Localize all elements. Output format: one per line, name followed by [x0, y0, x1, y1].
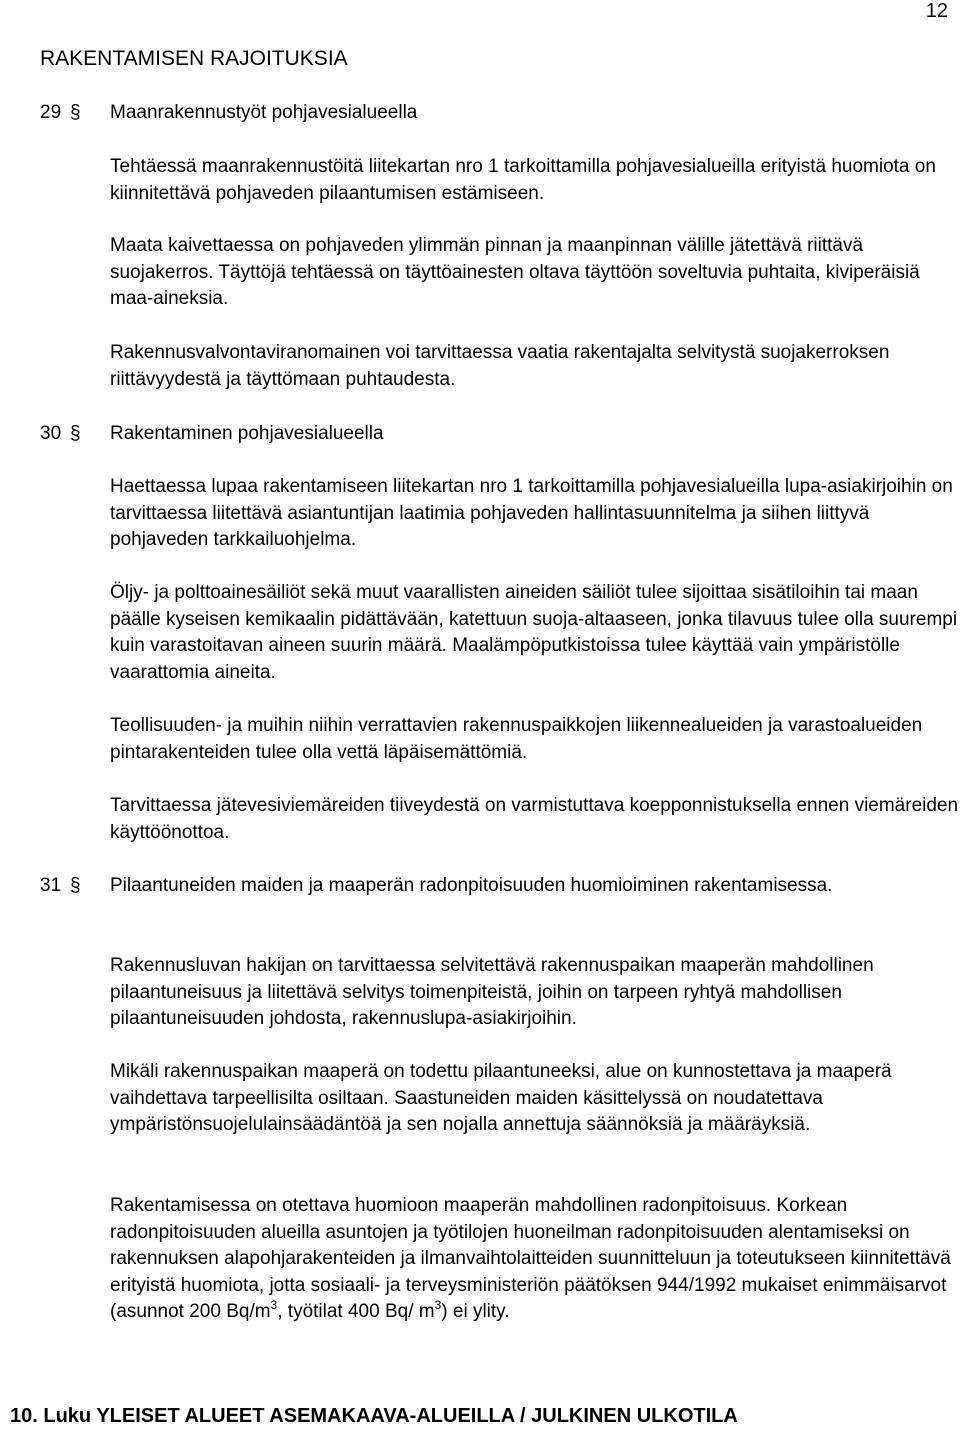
section-title-31: Pilaantuneiden maiden ja maaperän radonpitoisuuden huomioiminen rakentamisessa.: [110, 875, 833, 896]
section-number-29: 29: [40, 102, 62, 123]
section-sign: §: [70, 875, 81, 896]
radon-text: Rakentamisessa on otettava huomioon maaperän mahdollinen radonpitoisuus. Korkean radonpitoisuuden alueilla asuntojen ja työtilojen huoneilman radonpitoisuuden alentamiseksi on rakennuksen alapohjarakenteiden ja ilmanvaihtolaitteiden suunnitteluun ja toteutukseen kiinnitettävä erityistä huomiota, jotta sosiaali- ja terveysministeriön päätöksen 944/1992 mukaiset enimmäisarvot (asunnot 200 Bq/m: [110, 1195, 951, 1322]
paragraph: Teollisuuden- ja muihin niihin verrattavien rakennuspaikkojen liikennealueiden ja varastoalueiden pintarakenteiden tulee olla vettä läpäisemättömiä.: [110, 715, 923, 763]
page-footer: 10. Luku YLEISET ALUEET ASEMAKAAVA-ALUEILLA / JULKINEN ULKOTILA: [10, 1405, 738, 1427]
chapter-title: RAKENTAMISEN RAJOITUKSIA: [40, 47, 348, 70]
radon-text: ) ei ylity.: [441, 1301, 510, 1322]
paragraph: Öljy- ja polttoainesäiliöt sekä muut vaarallisten aineiden säiliöt tulee sijoittaa sisätiloihin tai maan päälle kyseisen kemikaalin pidättävään, katettuun suoja-altaaseen, jonka tilavuus tulee olla suurempi kuin varastoitavan aineen suurin määrä. Maalämpöputkistoissa tulee käyttää vain ympäristölle vaarattomia aineita.: [110, 582, 958, 683]
paragraph: Rakennusluvan hakijan on tarvittaessa selvitettävä rakennuspaikan maaperän mahdollinen pilaantuneisuus ja liitettävä selvitys toimenpiteistä, joihin on tarpeen ryhtyä mahdollisen pilaantuneisuuden johdosta, rakennuslupa-asiakirjoihin.: [110, 955, 874, 1029]
page-number: 12: [925, 0, 948, 22]
paragraph: Rakennusvalvontaviranomainen voi tarvittaessa vaatia rakentajalta selvitystä suojakerroksen riittävyydestä ja täyttömaan puhtaudesta.: [110, 342, 890, 390]
paragraph: Tehtäessä maanrakennustöitä liitekartan nro 1 tarkoittamilla pohjavesialueilla erityistä huomiota on kiinnitettävä pohjaveden pilaantumisen estämiseen.: [110, 156, 936, 204]
radon-text: , työtilat 400 Bq/ m: [277, 1301, 435, 1322]
superscript: 3: [270, 1298, 278, 1312]
section-title-30: Rakentaminen pohjavesialueella: [110, 423, 384, 444]
superscript: 3: [434, 1298, 442, 1312]
section-title-29: Maanrakennustyöt pohjavesialueella: [110, 102, 418, 123]
section-sign: §: [70, 102, 81, 123]
paragraph-radon: [110, 1193, 960, 1326]
paragraph: Maata kaivettaessa on pohjaveden ylimmän pinnan ja maanpinnan välille jätettävä riittävä suojakerros. Täyttöjä tehtäessä on täyttöainesten oltava täyttöön soveltuvia puhtaita, kiviperäisiä maa-aineksia.: [110, 235, 920, 309]
paragraph: Tarvittaessa jätevesiviemäreiden tiiveydestä on varmistuttava koepponnistuksella ennen viemäreiden käyttöönottoa.: [110, 795, 959, 843]
section-number-31: 31: [40, 875, 62, 896]
section-number-30: 30: [40, 423, 62, 444]
section-sign: §: [70, 423, 81, 444]
paragraph: Mikäli rakennuspaikan maaperä on todettu pilaantuneeksi, alue on kunnostettava ja maaperä vaihdettava tarpeellisilta osiltaan. Saastuneiden maiden käsittelyssä on noudatettava ympäristönsuojelulainsäädäntöä ja sen nojalla annettuja säännöksiä ja määräyksiä.: [110, 1061, 892, 1135]
paragraph: Haettaessa lupaa rakentamiseen liitekartan nro 1 tarkoittamilla pohjavesialueilla lupa-asiakirjoihin on tarvittaessa liitettävä asiantuntijan laatimia pohjaveden hallintasuunnitelma ja siihen liittyvä pohjaveden tarkkailuohjelma.: [110, 476, 953, 550]
